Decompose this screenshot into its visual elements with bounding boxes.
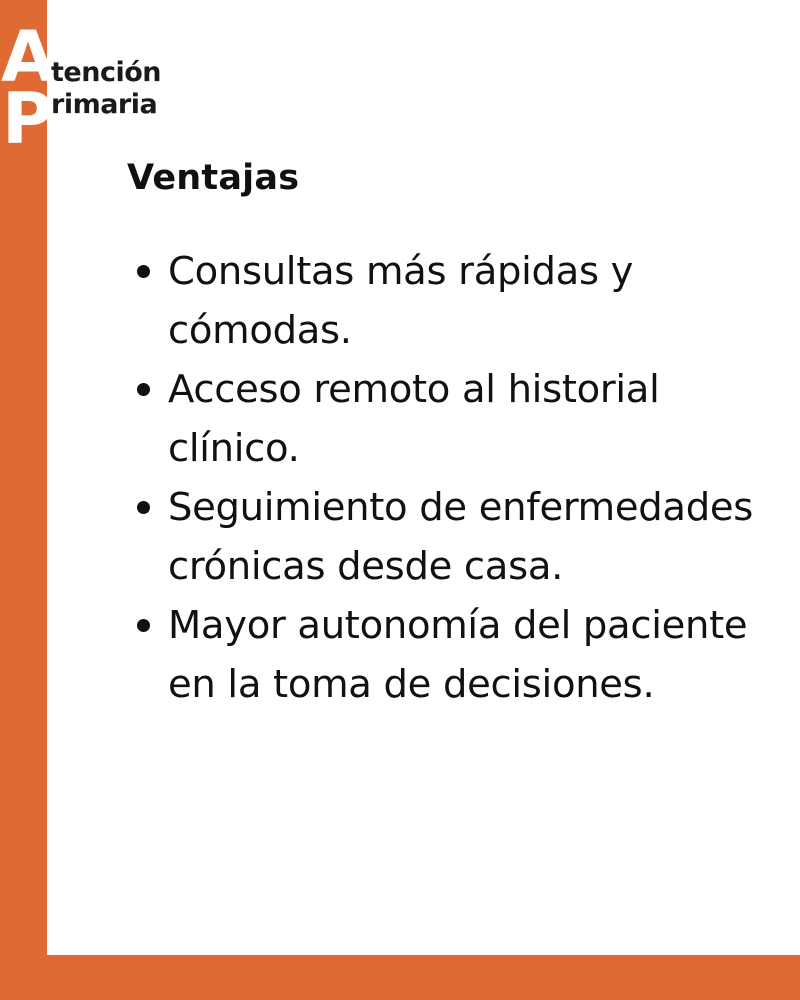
bottom-accent-bar [0,955,800,1000]
bullet-dot-icon [137,501,150,514]
page-heading: Ventajas [127,158,300,198]
logo-letter-p: P [2,78,54,160]
list-item-text: Acceso remoto al historial clínico. [168,367,660,471]
list-item [168,596,768,714]
list-item-text: Consultas más rápidas y cómodas. [168,249,634,353]
list-item-text: Mayor autonomía del paciente en la toma de decisiones. [168,603,748,707]
advantages-list [168,242,768,714]
list-item [168,242,768,360]
list-item [168,478,768,596]
bullet-dot-icon [137,619,150,632]
bullet-dot-icon [137,265,150,278]
atencion-primaria-logo [0,16,200,160]
logo-letter-a: A [1,16,54,98]
list-item-text: Seguimiento de enfermedades crónicas desde casa. [168,485,753,589]
bullet-dot-icon [137,383,150,396]
list-item [168,360,768,478]
logo-text-line-1: tención [51,57,161,88]
logo-text-line-2: rimaria [51,89,158,120]
